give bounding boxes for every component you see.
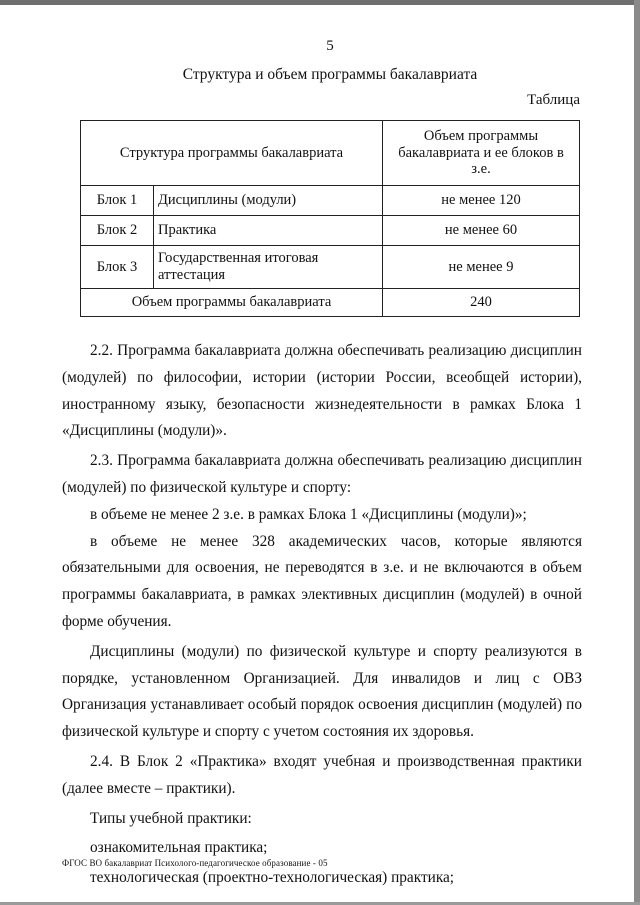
block-name-cell: Государственная итоговая аттестация xyxy=(154,246,383,289)
table-row xyxy=(81,216,580,246)
scan-edge-top xyxy=(0,0,640,5)
block-cell: Блок 3 xyxy=(81,246,154,289)
page-number: 5 xyxy=(326,38,334,54)
paragraph-practice-intro: ознакомительная практика; xyxy=(90,839,268,857)
paragraph-2-3: 2.3. Программа бакалавриата должна обеспечивать реализацию дисциплин (модулей) по физической культуре и спорту: xyxy=(62,452,582,496)
block-volume-cell: не менее 60 xyxy=(383,216,580,246)
paragraph-2-4: 2.4. В Блок 2 «Практика» входят учебная и производственная практики (далее вместе – практики). xyxy=(62,752,582,797)
table-title: Структура и объем программы бакалавриата xyxy=(182,66,478,83)
paragraph-2-2: 2.2. Программа бакалавриата должна обеспечивать реализацию дисциплин (модулей) по философии, истории (истории России, всеобщей истории), иностранному языку, безопасности жизнедеятельности в рамках Блока 1 «Дисциплины (модули)». xyxy=(62,342,582,440)
header-structure-cell: Структура программы бакалавриата xyxy=(81,121,383,186)
block-volume-cell: не менее 9 xyxy=(383,246,580,289)
program-structure-table xyxy=(80,120,580,317)
page-footer: ФГОС ВО бакалавриат Психолого-педагогическое образование - 05 xyxy=(62,858,328,868)
header-volume-cell: Объем программы бакалавриата и ее блоков в з.е. xyxy=(383,121,580,186)
block-cell: Блок 2 xyxy=(81,216,154,246)
block-name-cell: Дисциплины (модули) xyxy=(154,186,383,216)
total-value-cell: 240 xyxy=(383,289,580,317)
block-cell: Блок 1 xyxy=(81,186,154,216)
paragraph-pe-credits: в объеме не менее 2 з.е. в рамках Блока 1 «Дисциплины (модули)»; xyxy=(90,505,527,523)
scan-edge-right xyxy=(634,0,640,905)
paragraph-pe-order: Дисциплины (модули) по физической культуре и спорту реализуются в порядке, установленном Организацией. Для инвалидов и лиц с ОВЗ Организация устанавливает особый порядок освоения дисциплин (модулей) по физической культуре и спорту с учетом состояния их здоровья. xyxy=(62,642,582,741)
block-volume-cell: не менее 120 xyxy=(383,186,580,216)
body-text xyxy=(62,338,582,892)
table-row xyxy=(81,186,580,216)
total-label-cell: Объем программы бакалавриата xyxy=(81,289,383,317)
table-row xyxy=(81,246,580,289)
table-caption: Таблица xyxy=(527,92,580,108)
block-name-cell: Практика xyxy=(154,216,383,246)
paragraph-practice-types: Типы учебной практики: xyxy=(90,809,252,827)
paragraph-practice-tech: технологическая (проектно-технологическая) практика; xyxy=(90,869,455,887)
table-header-row xyxy=(81,121,580,186)
paragraph-pe-hours: в объеме не менее 328 академических часов, которые являются обязательными для освоения, не переводятся в з.е. и не включаются в объем программы бакалавриата, в рамках элективных дисциплин (модулей) в очной форме обучения. xyxy=(62,532,582,630)
table-total-row xyxy=(81,289,580,317)
